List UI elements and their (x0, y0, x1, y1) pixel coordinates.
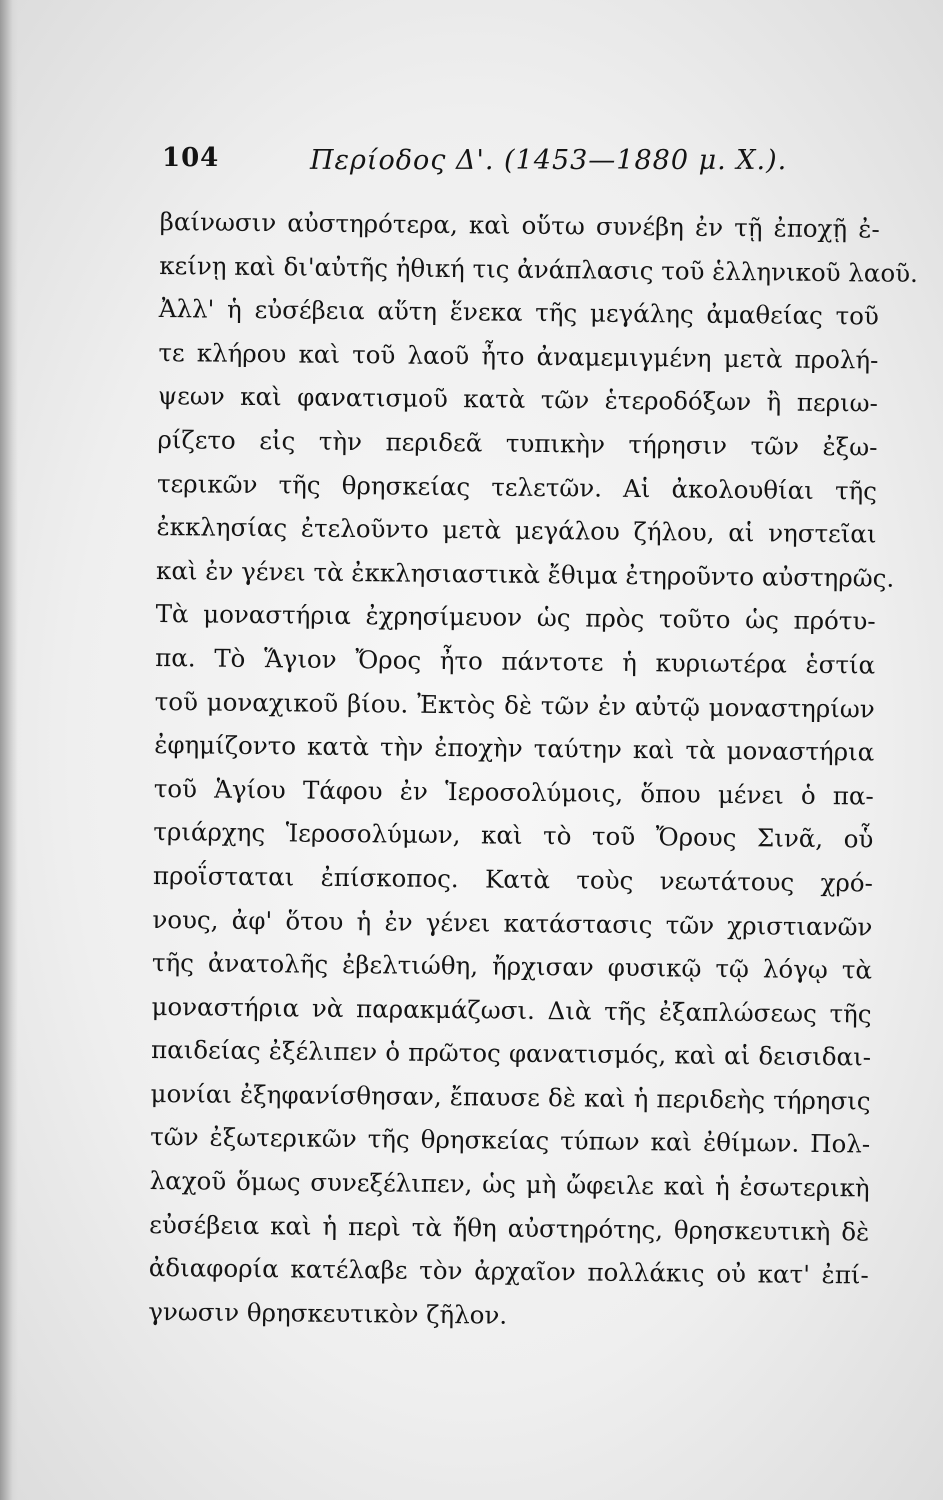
text-line: Ἀλλ' ἡ εὐσέβεια αὕτη ἕνεκα τῆς μεγάλης ἀμαθείας τοῦ (158, 294, 879, 331)
text-line: μονίαι ἐξηφανίσθησαν, ἔπαυσε δὲ καὶ ἡ περιδεὴς τήρησις (150, 1078, 871, 1116)
running-head: Περίοδος Δ'. (1453—1880 μ. Χ.). (310, 145, 788, 176)
text-line: Τὰ μοναστήρια ἐχρησίμευον ὡς πρὸς τοῦτο ὡς πρότυ- (155, 599, 876, 636)
text-line: τριάρχης Ἱεροσολύμων, καὶ τὸ τοῦ Ὄρους Σινᾶ, οὗ (153, 817, 874, 854)
page-number: 104 (162, 143, 220, 173)
binding-shadow (0, 0, 18, 1500)
text-line: ἐκκλησίας ἐτελοῦντο μετὰ μεγάλου ζήλου, αἱ νηστεῖαι (156, 512, 877, 549)
text-line: κείνῃ καὶ δι'αὐτῆς ἠθική τις ἀνάπλασις τοῦ ἑλληνικοῦ λαοῦ. (159, 250, 919, 288)
text-line: τῆς ἀνατολῆς ἐβελτιώθη, ἤρχισαν φυσικῷ τῷ λόγῳ τὰ (151, 948, 873, 985)
text-line: τῶν ἐξωτερικῶν τῆς θρησκείας τύπων καὶ ἐθίμων. Πολ- (150, 1122, 871, 1159)
text-line: τοῦ μοναχικοῦ βίου. Ἐκτὸς δὲ τῶν ἐν αὐτῷ μοναστηρίων (154, 686, 875, 724)
text-line: καὶ ἐν γένει τὰ ἐκκλησιαστικὰ ἔθιμα ἐτηροῦντο αὐστηρῶς. (155, 555, 895, 593)
text-line: γνωσιν θρησκευτικὸν ζῆλον. (148, 1296, 508, 1330)
text-line: νους, ἀφ' ὅτου ἡ ἐν γένει κατάστασις τῶν χριστιανῶν (152, 904, 873, 941)
body-text (148, 200, 919, 1341)
page-header (150, 135, 870, 185)
text-line: τε κλήρου καὶ τοῦ λαοῦ ἦτο ἀναμεμιγμένη μετὰ προλή- (158, 337, 879, 375)
text-line: λαχοῦ ὅμως συνεξέλιπεν, ὡς μὴ ὤφειλε καὶ ἡ ἐσωτερικὴ (149, 1166, 870, 1203)
text-line: εὐσέβεια καὶ ἡ περὶ τὰ ἤθη αὐστηρότης, θρησκευτικὴ δὲ (149, 1209, 870, 1247)
text-line: βαίνωσιν αὐστηρότερα, καὶ οὕτω συνέβη ἐν τῇ ἐποχῇ ἐ- (159, 206, 880, 244)
text-line: ἀδιαφορία κατέλαβε τὸν ἀρχαῖον πολλάκις οὐ κατ' ἐπί- (148, 1253, 869, 1290)
text-line: παιδείας ἐξέλιπεν ὁ πρῶτος φανατισμός, καὶ αἱ δεισιδαι- (150, 1035, 872, 1072)
text-line: προΐσταται ἐπίσκοπος. Κατὰ τοὺς νεωτάτους χρό- (152, 860, 874, 898)
text-line: ρίζετο εἰς τὴν περιδεᾶ τυπικὴν τήρησιν τῶν ἐξω- (157, 424, 878, 462)
text-line: μοναστήρια νὰ παρακμάζωσι. Διὰ τῆς ἐξαπλώσεως τῆς (151, 991, 872, 1029)
text-line: ψεων καὶ φανατισμοῦ κατὰ τῶν ἑτεροδόξων ἢ περιω- (157, 381, 879, 418)
text-line: τοῦ Ἁγίου Τάφου ἐν Ἱεροσολύμοις, ὅπου μένει ὁ πα- (153, 773, 874, 811)
text-line: πα. Τὸ Ἅγιον Ὄρος ἦτο πάντοτε ἡ κυριωτέρα ἑστία (155, 642, 876, 680)
text-line: ἐφημίζοντο κατὰ τὴν ἐποχὴν ταύτην καὶ τὰ μοναστήρια (154, 730, 875, 767)
text-line: τερικῶν τῆς θρησκείας τελετῶν. Αἱ ἀκολουθίαι τῆς (156, 468, 878, 506)
